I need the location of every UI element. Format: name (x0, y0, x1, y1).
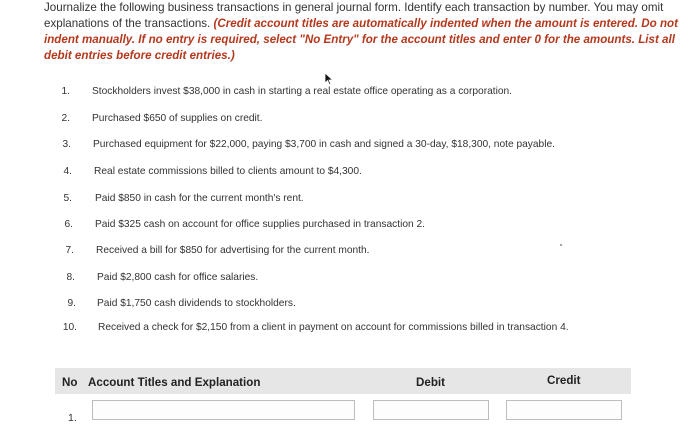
list-item (0, 139, 700, 155)
instructions-text: Journalize the following business transactions in general journal form. Identify each transaction by number. You may omit explanations of the transactions. (44, 1, 664, 30)
list-item (0, 322, 700, 338)
transaction-number: 4. (63, 166, 72, 177)
transaction-number: 2. (61, 113, 70, 124)
journal-row (0, 398, 700, 434)
transaction-text: Received a bill for $850 for advertising for the current month. (96, 245, 370, 256)
credit-input[interactable] (506, 400, 622, 420)
mouse-cursor-icon (324, 72, 334, 86)
instructions (44, 0, 694, 64)
transaction-number: 6. (64, 219, 73, 230)
list-item (0, 113, 700, 129)
transaction-number: 3. (62, 139, 71, 150)
instructions-emphasis: (Credit account titles are automatically indented when the amount is entered. Do not indent manually. If no entry is required, select "No Entry" for the account titles and enter 0 for the amounts. List all debit entries before credit entries.) (44, 17, 678, 62)
list-item (0, 245, 700, 261)
transaction-number: 1. (61, 86, 70, 97)
account-title-input[interactable] (92, 400, 355, 420)
transaction-text: Stockholders invest $38,000 in cash in starting a real estate office operating as a corporation. (92, 86, 513, 97)
column-header-account: Account Titles and Explanation (88, 376, 261, 389)
transaction-number: 9. (67, 298, 76, 309)
list-item (0, 219, 700, 235)
transaction-text: Purchased $650 of supplies on credit. (92, 113, 263, 124)
list-item (0, 193, 700, 209)
column-header-credit: Credit (547, 374, 581, 387)
transaction-text: Real estate commissions billed to clients amount to $4,300. (94, 166, 362, 177)
transaction-text: Received a check for $2,150 from a client in payment on account for commissions billed in transaction 4. (98, 322, 569, 333)
stray-dot (560, 244, 562, 246)
transaction-number: 7. (65, 245, 74, 256)
list-item (0, 272, 700, 288)
debit-input[interactable] (373, 400, 489, 420)
column-header-debit: Debit (416, 376, 445, 389)
transaction-text: Purchased equipment for $22,000, paying $3,700 in cash and signed a 30-day, $18,300, note payable. (93, 139, 555, 150)
transaction-text: Paid $325 cash on account for office supplies purchased in transaction 2. (95, 219, 425, 230)
transaction-number: 8. (66, 272, 75, 283)
transaction-text: Paid $1,750 cash dividends to stockholders. (97, 298, 296, 309)
list-item (0, 86, 700, 102)
list-item (0, 298, 700, 314)
journal-row-number: 1. (68, 412, 77, 424)
transaction-text: Paid $850 in cash for the current month's rent. (95, 193, 304, 204)
journal-table-header (55, 368, 631, 394)
list-item (0, 166, 700, 182)
transaction-number: 10. (62, 322, 77, 333)
transaction-number: 5. (63, 193, 72, 204)
column-header-no: No (62, 376, 78, 389)
transaction-text: Paid $2,800 cash for office salaries. (97, 272, 259, 283)
